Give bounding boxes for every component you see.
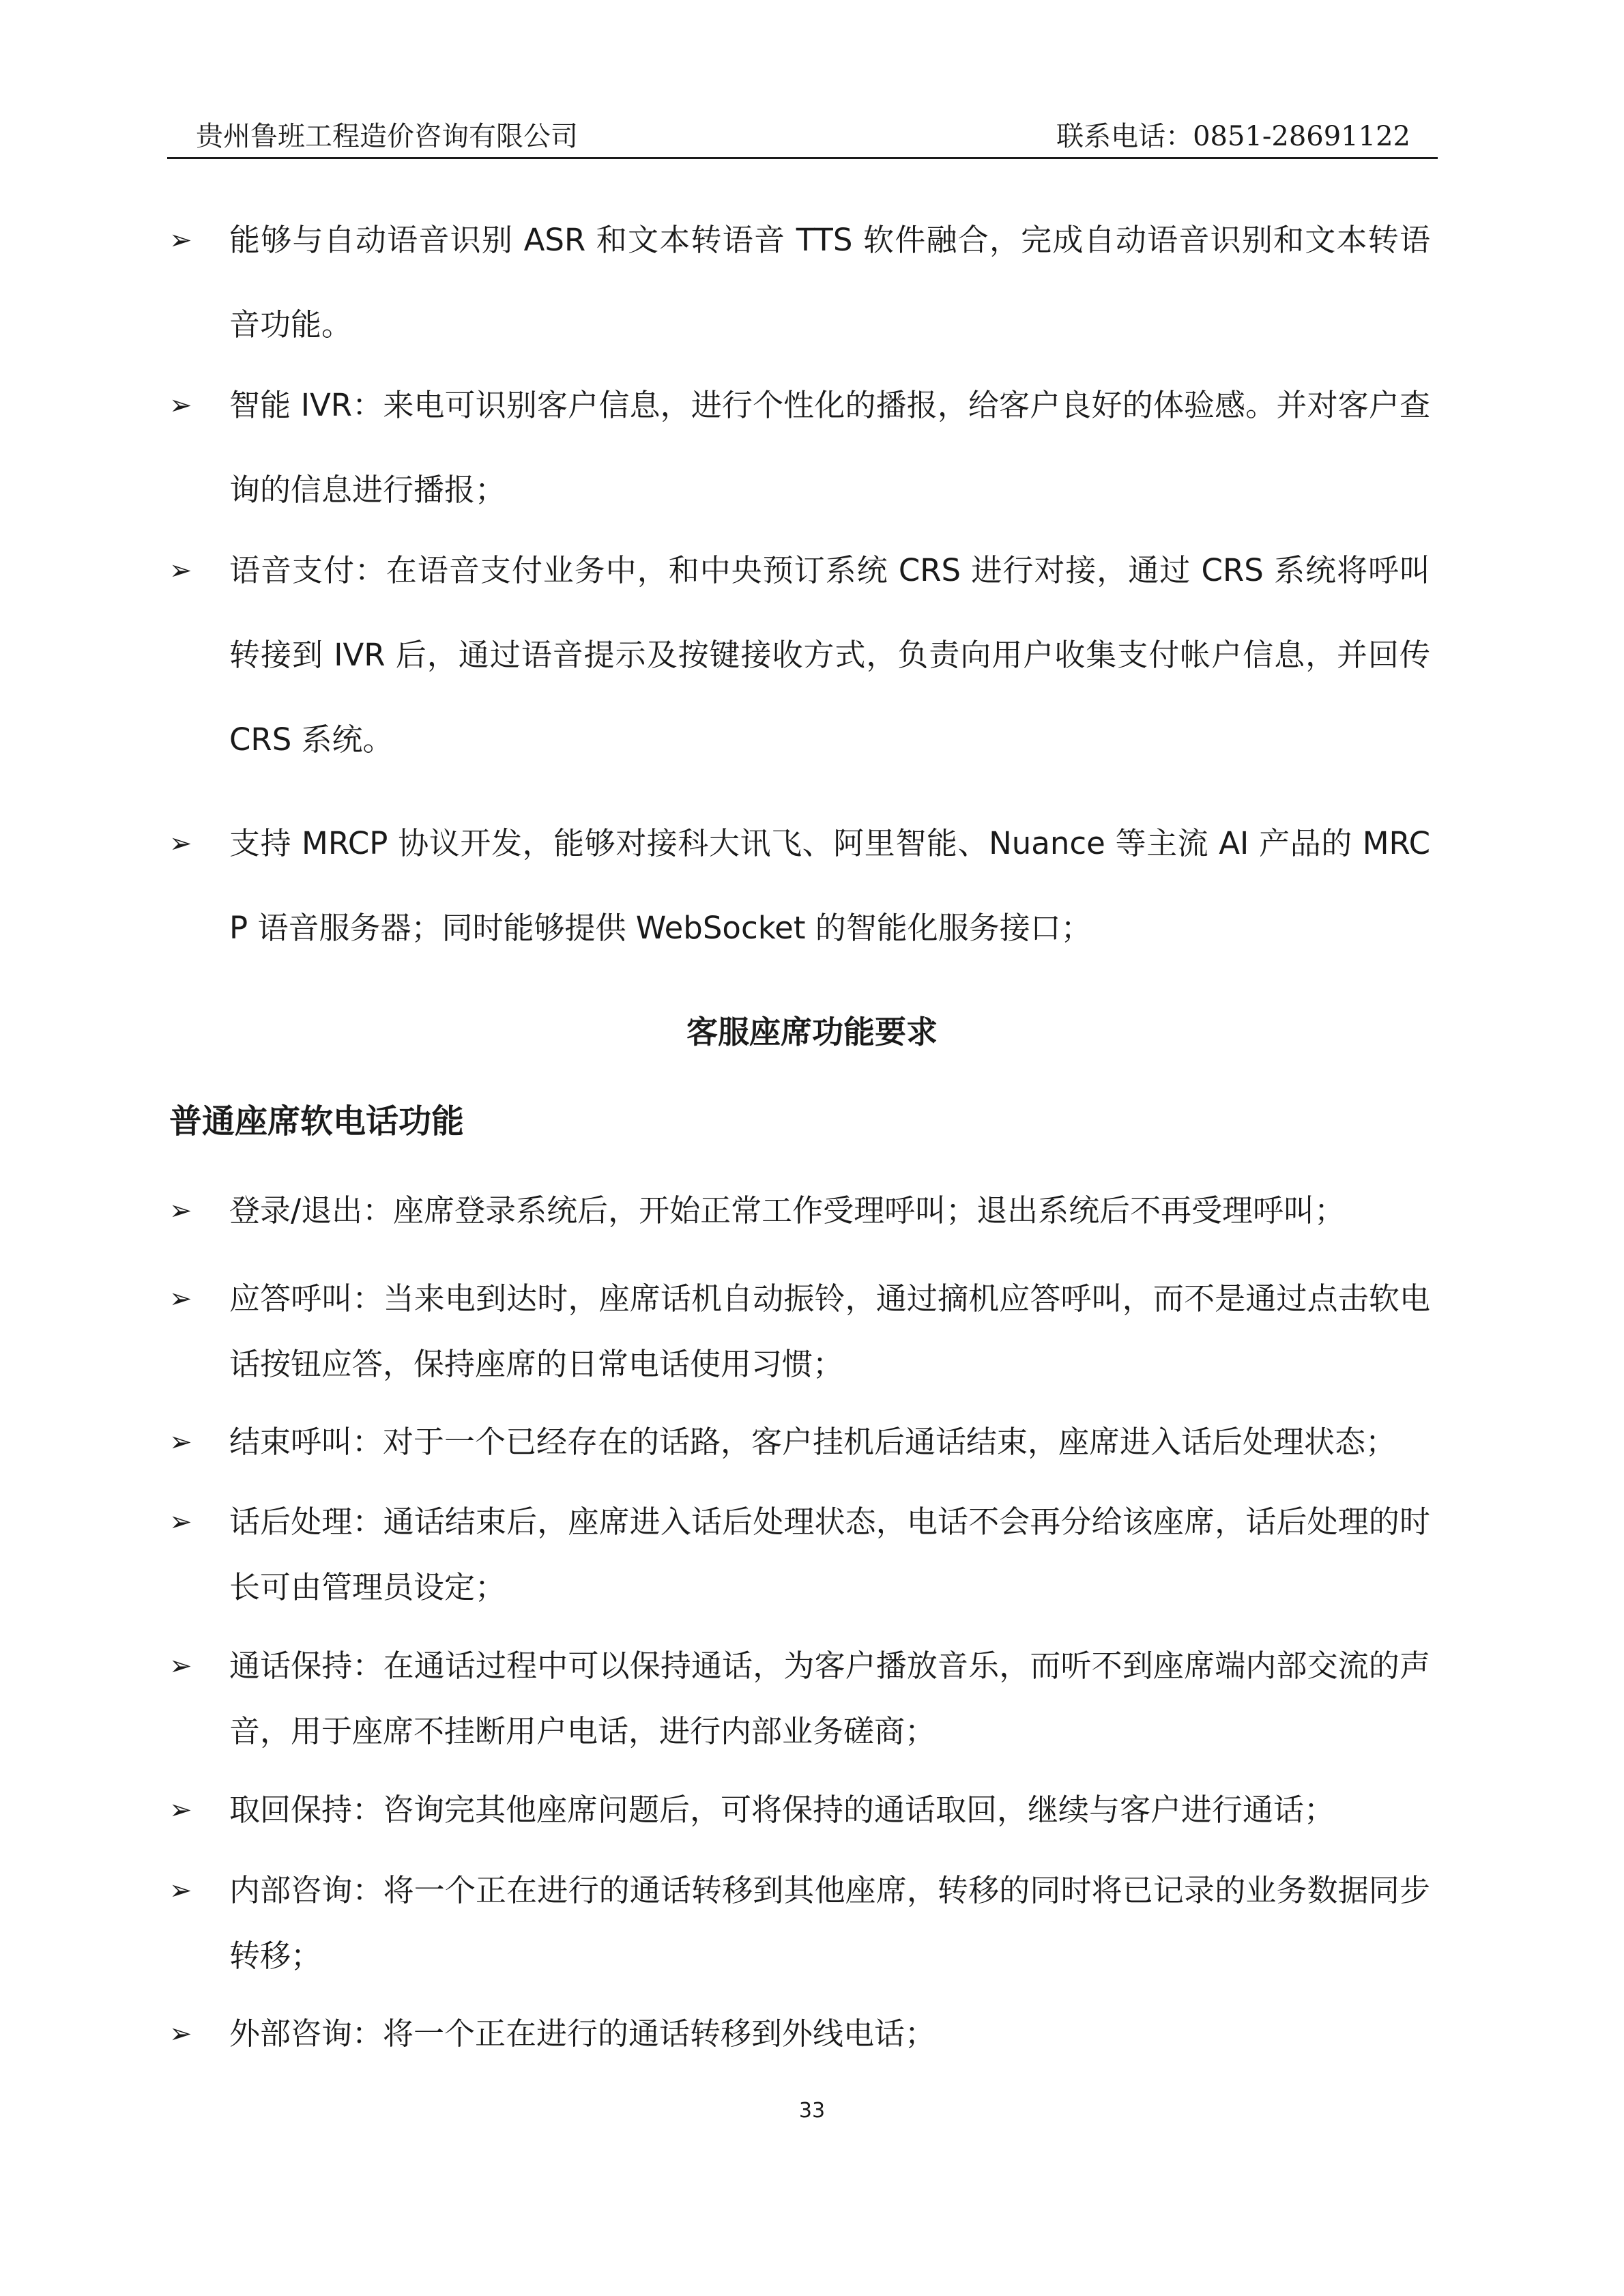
sub-heading: 普通座席软电话功能	[169, 1102, 465, 1140]
company-name: 贵州鲁班工程造价咨询有限公司	[196, 121, 578, 152]
header-divider	[167, 157, 1438, 159]
arrow-bullet-icon: ➢	[169, 555, 192, 586]
list-item-text: 取回保持：咨询完其他座席问题后，可将保持的通话取回，继续与客户进行通话；	[229, 1792, 1335, 1828]
arrow-bullet-icon: ➢	[169, 390, 192, 421]
list-item-text: 登录/退出：座席登录系统后，开始正常工作受理呼叫；退出系统后不再受理呼叫；	[229, 1192, 1346, 1229]
arrow-bullet-icon: ➢	[169, 225, 192, 256]
list-item-text: 话后处理：通话结束后，座席进入话后处理状态，电话不会再分给该座席，话后处理的时长可由管理员设定；	[229, 1504, 1430, 1605]
arrow-bullet-icon: ➢	[169, 1506, 192, 1538]
arrow-bullet-icon: ➢	[169, 1794, 192, 1826]
page-number: 33	[798, 2099, 826, 2123]
list-item-text: 应答呼叫：当来电到达时，座席话机自动振铃，通过摘机应答呼叫，而不是通过点击软电话按钮应答，保持座席的日常电话使用习惯；	[229, 1280, 1430, 1382]
contact-phone: 联系电话：0851-28691122	[1056, 121, 1410, 152]
list-item-text: 能够与自动语音识别 ASR 和文本转语音 TTS 软件融合，完成自动语音识别和文本转语音功能。	[229, 222, 1430, 343]
arrow-bullet-icon: ➢	[169, 828, 192, 859]
section-title: 客服座席功能要求	[686, 1014, 938, 1050]
list-item-text: 语音支付：在语音支付业务中，和中央预订系统 CRS 进行对接，通过 CRS 系统将呼叫转接到 IVR 后，通过语音提示及按键接收方式，负责向用户收集支付帐户信息，并回传 CRS 系统。	[229, 552, 1430, 758]
list-item-text: 智能 IVR：来电可识别客户信息，进行个性化的播报，给客户良好的体验感。并对客户查询的信息进行播报；	[229, 387, 1430, 508]
arrow-bullet-icon: ➢	[169, 1426, 192, 1458]
list-item-text: 外部咨询：将一个正在进行的通话转移到外线电话；	[229, 2015, 936, 2052]
arrow-bullet-icon: ➢	[169, 1875, 192, 1906]
list-item-text: 支持 MRCP 协议开发，能够对接科大讯飞、阿里智能、Nuance 等主流 AI 产品的 MRCP 语音服务器；同时能够提供 WebSocket 的智能化服务接口；	[229, 825, 1430, 946]
list-item-text: 结束呼叫：对于一个已经存在的话路，客户挂机后通话结束，座席进入话后处理状态；	[229, 1424, 1397, 1460]
arrow-bullet-icon: ➢	[169, 2018, 192, 2050]
page-header	[167, 115, 1438, 158]
arrow-bullet-icon: ➢	[169, 1650, 192, 1682]
arrow-bullet-icon: ➢	[169, 1283, 192, 1315]
arrow-bullet-icon: ➢	[169, 1195, 192, 1226]
list-item-text: 内部咨询：将一个正在进行的通话转移到其他座席，转移的同时将已记录的业务数据同步转移；	[229, 1872, 1430, 1974]
list-item-text: 通话保持：在通话过程中可以保持通话，为客户播放音乐，而听不到座席端内部交流的声音，用于座席不挂断用户电话，进行内部业务磋商；	[229, 1648, 1430, 1749]
